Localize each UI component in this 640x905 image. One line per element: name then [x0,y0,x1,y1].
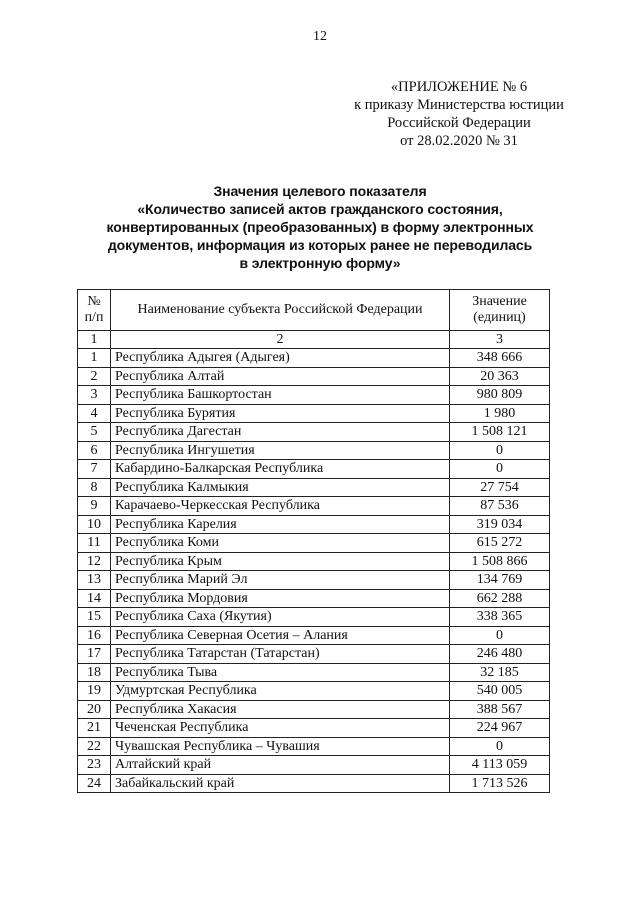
table-row [78,534,550,553]
row-value: 348 666 [450,349,550,368]
table-row [78,552,550,571]
row-number: 9 [78,497,111,516]
table-row [78,423,550,442]
row-value: 1 980 [450,404,550,423]
row-value: 388 567 [450,700,550,719]
row-subject-name: Удмуртская Республика [111,682,450,701]
table-row [78,756,550,775]
header-num [78,290,111,331]
row-subject-name: Республика Хакасия [111,700,450,719]
row-number: 16 [78,626,111,645]
row-subject-name: Республика Карелия [111,515,450,534]
appendix-line: Российской Федерации [387,115,531,131]
column-index-row [78,331,550,349]
table-row [78,737,550,756]
row-number: 1 [78,349,111,368]
title-line: конвертированных (преобразованных) в форму электронных [106,219,534,235]
row-value: 0 [450,737,550,756]
row-subject-name: Республика Тыва [111,663,450,682]
table-row [78,478,550,497]
row-number: 21 [78,719,111,738]
row-value: 615 272 [450,534,550,553]
row-value: 32 185 [450,663,550,682]
table-row [78,571,550,590]
table-header-row [78,290,550,331]
table-row [78,682,550,701]
row-subject-name: Республика Коми [111,534,450,553]
table-row [78,663,550,682]
row-number: 17 [78,645,111,664]
column-index: 1 [78,331,111,349]
row-number: 20 [78,700,111,719]
row-subject-name: Республика Марий Эл [111,571,450,590]
row-value: 338 365 [450,608,550,627]
header-num-line1: № [87,294,101,309]
table-row [78,441,550,460]
row-subject-name: Кабардино-Балкарская Республика [111,460,450,479]
row-subject-name: Республика Башкортостан [111,386,450,405]
row-subject-name: Республика Мордовия [111,589,450,608]
row-number: 6 [78,441,111,460]
row-subject-name: Республика Крым [111,552,450,571]
table-row [78,608,550,627]
row-value: 662 288 [450,589,550,608]
table-row [78,460,550,479]
table-row [78,386,550,405]
header-name: Наименование субъекта Российской Федерации [111,290,450,331]
table-row [78,774,550,793]
row-value: 0 [450,441,550,460]
row-value: 224 967 [450,719,550,738]
row-subject-name: Республика Саха (Якутия) [111,608,450,627]
row-number: 8 [78,478,111,497]
title-line: Значения целевого показателя [213,183,427,199]
row-value: 319 034 [450,515,550,534]
appendix-line: к приказу Министерства юстиции [354,97,564,113]
table-row [78,515,550,534]
row-value: 1 713 526 [450,774,550,793]
row-value: 0 [450,626,550,645]
row-number: 4 [78,404,111,423]
row-value: 1 508 866 [450,552,550,571]
header-value-line1: Значение [472,294,527,309]
header-value-line2: (единиц) [473,310,526,325]
row-subject-name: Республика Алтай [111,367,450,386]
row-subject-name: Чеченская Республика [111,719,450,738]
row-value: 540 005 [450,682,550,701]
appendix-line: «ПРИЛОЖЕНИЕ № 6 [390,79,528,95]
document-title [100,182,540,272]
row-value: 0 [450,460,550,479]
row-number: 18 [78,663,111,682]
row-number: 2 [78,367,111,386]
row-value: 27 754 [450,478,550,497]
table-row [78,367,550,386]
row-subject-name: Республика Ингушетия [111,441,450,460]
title-line: документов, информация из которых ранее не переводилась [107,237,533,253]
page-number: 12 [313,29,327,44]
row-number: 5 [78,423,111,442]
column-index: 2 [111,331,450,349]
table-row [78,349,550,368]
row-subject-name: Республика Калмыкия [111,478,450,497]
row-number: 24 [78,774,111,793]
row-number: 10 [78,515,111,534]
row-value: 4 113 059 [450,756,550,775]
row-number: 15 [78,608,111,627]
row-subject-name: Карачаево-Черкесская Республика [111,497,450,516]
table-row [78,700,550,719]
row-number: 22 [78,737,111,756]
row-number: 11 [78,534,111,553]
row-number: 13 [78,571,111,590]
table-row [78,719,550,738]
row-value: 1 508 121 [450,423,550,442]
table-row [78,497,550,516]
appendix-line: от 28.02.2020 № 31 [400,133,518,149]
row-subject-name: Республика Дагестан [111,423,450,442]
row-value: 87 536 [450,497,550,516]
row-subject-name: Республика Бурятия [111,404,450,423]
appendix-header [300,78,618,150]
row-subject-name: Республика Северная Осетия – Алания [111,626,450,645]
row-value: 20 363 [450,367,550,386]
table-row [78,626,550,645]
table-row [78,645,550,664]
row-value: 134 769 [450,571,550,590]
row-subject-name: Чувашская Республика – Чувашия [111,737,450,756]
title-line: в электронную форму» [239,255,401,271]
title-line: «Количество записей актов гражданского состояния, [137,201,503,217]
row-subject-name: Алтайский край [111,756,450,775]
values-table [77,289,550,793]
row-value: 246 480 [450,645,550,664]
table-row [78,589,550,608]
row-subject-name: Республика Татарстан (Татарстан) [111,645,450,664]
row-number: 3 [78,386,111,405]
row-number: 23 [78,756,111,775]
row-subject-name: Забайкальский край [111,774,450,793]
row-subject-name: Республика Адыгея (Адыгея) [111,349,450,368]
header-value [450,290,550,331]
row-number: 19 [78,682,111,701]
row-number: 7 [78,460,111,479]
table-row [78,404,550,423]
header-num-line2: п/п [84,310,104,325]
row-number: 14 [78,589,111,608]
column-index: 3 [450,331,550,349]
table-body [78,349,550,793]
row-number: 12 [78,552,111,571]
row-value: 980 809 [450,386,550,405]
